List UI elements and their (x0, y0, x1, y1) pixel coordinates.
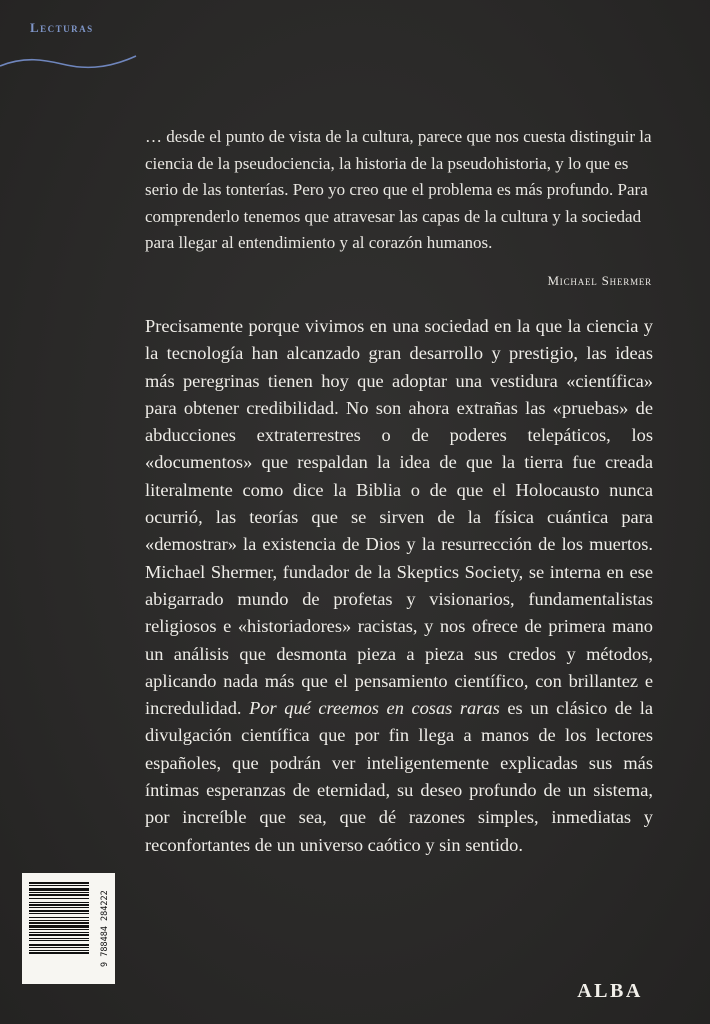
barcode-bar (29, 888, 89, 891)
barcode-bar (29, 902, 89, 903)
barcode-bar (29, 917, 89, 918)
barcode-bar (29, 904, 89, 906)
barcode-bar (29, 920, 89, 921)
barcode-bar (29, 952, 89, 954)
barcode-bar (29, 913, 89, 914)
barcode-bar (29, 947, 89, 948)
barcode-bar (29, 910, 89, 912)
barcode-bar (29, 907, 89, 908)
barcode-bar (29, 925, 89, 928)
book-title: Por qué creemos en cosas raras (249, 698, 500, 719)
barcode-bar (29, 885, 89, 886)
barcode-bar (29, 922, 89, 924)
wave-ornament (0, 52, 140, 76)
barcode (22, 873, 115, 984)
blurb-part-2: es un clásico de la divulgación científica que por fin llega a manos de los lectores españoles, que podrán ver inteligentemente explicadas sus más íntimas esperanzas de eternidad, su deseo profundo de un sistema, por increíble que sea, que dé razones simples, inmediatas y reconfortantes de un universo caótico y sin sentido. (145, 698, 653, 855)
barcode-bar (29, 950, 89, 951)
barcode-bar (29, 932, 89, 933)
epigraph-author: Michael Shermer (547, 273, 652, 288)
barcode-bar (29, 929, 89, 930)
barcode-bar (29, 882, 89, 884)
barcode-bar (29, 892, 89, 893)
barcode-bar (29, 898, 89, 899)
series-label: Lecturas (30, 20, 94, 35)
barcode-bar (29, 940, 89, 941)
barcode-bar (29, 894, 89, 896)
barcode-bar (29, 934, 89, 936)
barcode-bar (29, 938, 89, 939)
blurb-part-1: Precisamente porque vivimos en una sociedad en la que la ciencia y la tecnología han alcanzado gran desarrollo y prestigio, las ideas más peregrinas tienen hoy que adoptar una vestidura «científica» para obtener credibilidad. No son ahora extrañas las «pruebas» de abducciones extraterrestres o de poderes telepáticos, los «documentos» que respaldan la idea de que la tierra fue creada literalmente como dice la Biblia o de que el Holocausto nunca ocurrió, las teorías que se sirven de la física cuántica para «demostrar» la existencia de Dios y la resurrección de los muertos. Michael Shermer, fundador de la Skeptics Society, se interna en ese abigarrado mundo de profetas y visionarios, fundamentalistas religiosos e «historiadores» racistas, y nos ofrece de primera mano un análisis que desmonta pieza a pieza sus credos y métodos, aplicando nada más que el pensamiento científico, con brillantez e incredulidad. (145, 316, 653, 719)
isbn-number: 9 788484 284222 (100, 890, 110, 967)
publisher-logo: ALBA (577, 980, 643, 1002)
barcode-bars (29, 881, 99, 976)
barcode-bar (29, 944, 89, 946)
epigraph-quote: … desde el punto de vista de la cultura, parece que nos cuesta distinguir la ciencia de la pseudociencia, la historia de la pseudohistoria, y lo que es serio de las tonterías. Pero yo creo que el problema es más profundo. Para comprenderlo tenemos que atravesar las capas de la cultura y la sociedad para llegar al entendimiento y al corazón humanos. (145, 127, 652, 252)
book-blurb (145, 313, 653, 859)
